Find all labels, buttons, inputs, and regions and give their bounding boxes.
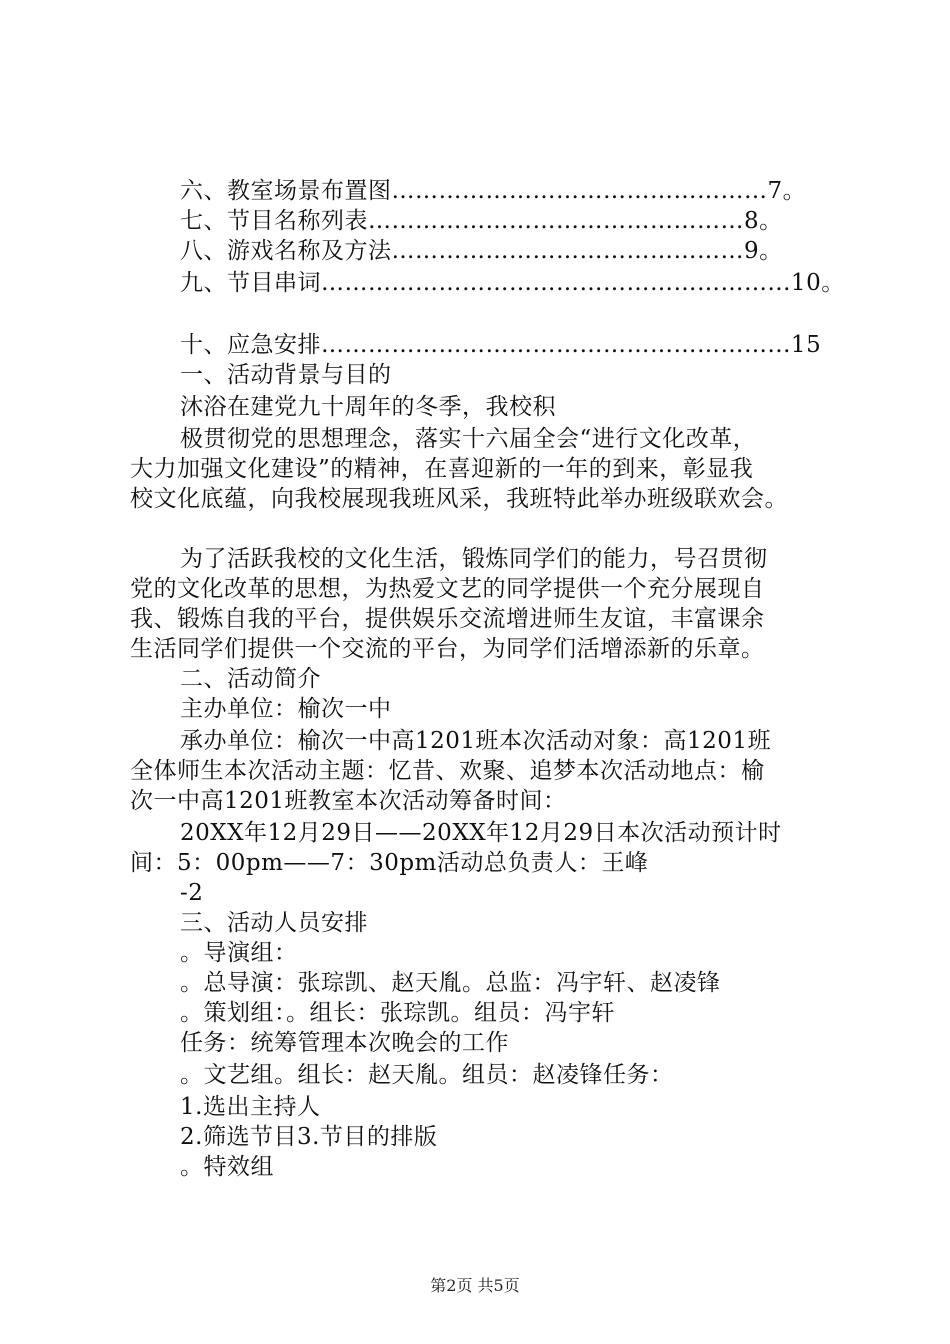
paragraph-line: 20XX年12月29日——20XX年12月29日本次活动预计时 [180,820,782,846]
paragraph-line: 大力加强文化建设”的精神，在喜迎新的一年的到来，彰显我 [130,456,754,482]
toc-entry-9: 九、节目串词…………………………………………………...10。 [180,270,845,296]
paragraph-line: 次一中高1201班教室本次活动筹备时间： [130,788,567,814]
section-heading-staff: 三、活动人员安排 [180,910,368,936]
list-item: 2.筛选节目3.节目的排版 [180,1124,438,1150]
list-item: 。策划组：。组长：张琮凯。组员：冯宇轩 [180,1000,615,1026]
paragraph-line: 极贯彻党的思想理念，落实十六届全会“进行文化改革， [180,426,757,452]
paragraph-line: 间：5：00pm——7：30pm活动总负责人：王峰 [130,850,649,876]
toc-entry-6: 六、教室场景布置图…………………………………………7。 [180,178,807,204]
page-footer: 第2页 共5页 [430,1276,520,1295]
list-item: 。总导演：张琮凯、赵天胤。总监：冯宇轩、赵凌锋 [180,970,721,996]
section-heading-background: 一、活动背景与目的 [180,362,392,388]
list-item: 。文艺组。组长：赵天胤。组员：赵凌锋任务： [180,1062,674,1088]
toc-entry-8: 八、游戏名称及方法………………………………………9。 [180,238,783,264]
list-item: 任务：统筹管理本次晚会的工作 [180,1030,509,1056]
toc-entry-7: 七、节目名称列表…………………………………………8。 [180,208,783,234]
toc-entry-10: 十、应急安排…………………………………………………...15 [180,332,822,358]
paragraph-line: 全体师生本次活动主题：忆昔、欢聚、追梦本次活动地点：榆 [130,758,765,784]
paragraph-line: 我、锻炼自我的平台，提供娱乐交流增进师生友谊，丰富课余 [130,606,765,632]
paragraph-line: 主办单位：榆次一中 [180,696,392,722]
page-marker: -2 [180,880,204,906]
paragraph-line: 为了活跃我校的文化生活，锻炼同学们的能力，号召贯彻 [180,546,768,572]
list-item: 。导演组： [180,940,298,966]
paragraph-line: 党的文化改革的思想，为热爱文艺的同学提供一个充分展现自 [130,576,765,602]
paragraph-line: 沐浴在建党九十周年的冬季，我校积 [180,394,556,420]
section-heading-intro: 二、活动简介 [180,666,321,692]
paragraph-line: 校文化底蕴，向我校展现我班风采，我班特此举办班级联欢会。 [130,486,788,512]
list-item: 1.选出主持人 [180,1094,321,1120]
paragraph-line: 承办单位：榆次一中高1201班本次活动对象：高1201班 [180,728,772,754]
paragraph-line: 生活同学们提供一个交流的平台，为同学们活增添新的乐章。 [130,636,765,662]
list-item: 。特效组 [180,1154,274,1180]
